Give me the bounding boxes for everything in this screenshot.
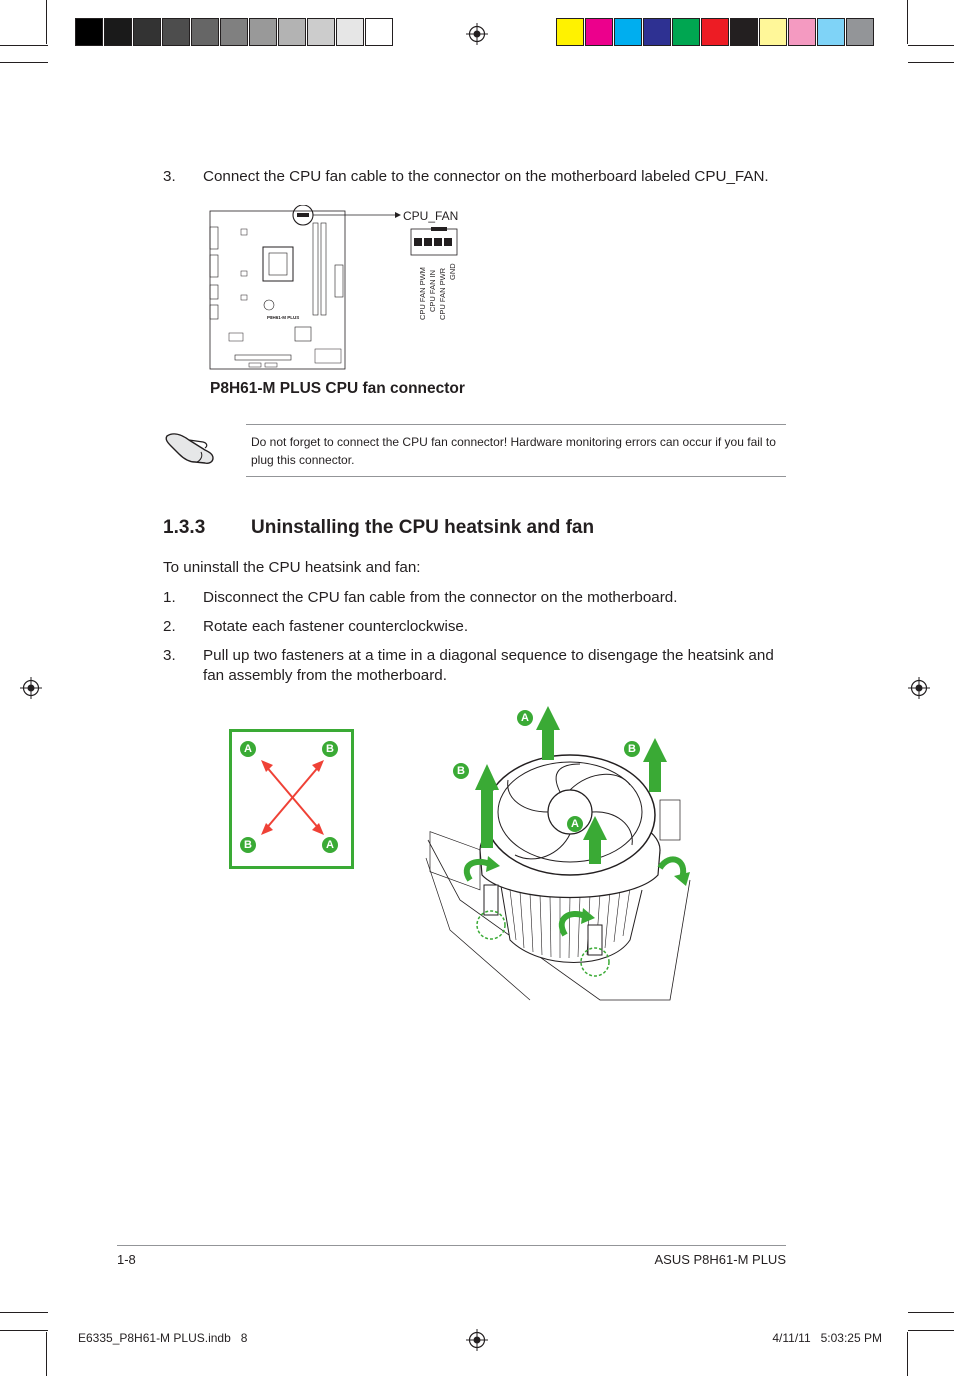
pin-label: CPU FAN PWM <box>418 267 427 320</box>
sequence-letter: A <box>322 837 338 853</box>
heatsink-removal-illustration <box>420 700 700 1005</box>
note-top-rule <box>246 424 786 425</box>
color-swatch <box>846 18 874 46</box>
crop-mark <box>908 1312 954 1313</box>
color-swatch <box>75 18 103 46</box>
crop-mark <box>908 1330 954 1331</box>
color-swatch <box>788 18 816 46</box>
note-bottom-rule <box>246 476 786 477</box>
pin-label: GND <box>448 263 457 280</box>
color-swatch <box>278 18 306 46</box>
pin-label: CPU FAN IN <box>428 269 437 312</box>
color-swatch <box>249 18 277 46</box>
step-number: 2. <box>163 618 176 635</box>
sequence-letter: B <box>240 837 256 853</box>
crop-mark <box>46 1332 47 1376</box>
color-swatch <box>307 18 335 46</box>
svg-text:P8H61-M PLUS: P8H61-M PLUS <box>267 315 300 320</box>
page-number: 1-8 <box>117 1252 136 1267</box>
color-swatch <box>191 18 219 46</box>
step-number: 1. <box>163 589 176 606</box>
registration-mark-icon <box>20 677 42 699</box>
color-swatch <box>104 18 132 46</box>
cpu-fan-label: CPU_FAN <box>403 209 459 223</box>
section-title: Uninstalling the CPU heatsink and fan <box>251 517 595 538</box>
slug-filename: E6335_P8H61-M PLUS.indb 8 <box>78 1331 248 1345</box>
step-text: Pull up two fasteners at a time in a diagonal sequence to disengage the heatsink and fan assembly from the motherboard. <box>203 647 774 684</box>
step-number: 3. <box>163 168 176 185</box>
footer-rule <box>117 1245 786 1246</box>
illustration-letter: A <box>517 710 533 726</box>
color-swatch <box>614 18 642 46</box>
illustration-letter: A <box>567 816 583 832</box>
illustration-letter: B <box>624 741 640 757</box>
color-swatch <box>220 18 248 46</box>
step-text: Rotate each fastener counterclockwise. <box>203 618 469 635</box>
hand-pointer-icon <box>163 428 219 468</box>
crop-mark <box>907 1332 908 1376</box>
color-swatch <box>730 18 758 46</box>
figure-caption: P8H61-M PLUS CPU fan connector <box>210 380 465 397</box>
step-text: Connect the CPU fan cable to the connector on the motherboard labeled CPU_FAN. <box>203 168 769 185</box>
color-swatch <box>672 18 700 46</box>
section-number: 1.3.3 <box>163 517 206 538</box>
sequence-letter: B <box>322 741 338 757</box>
color-swatch <box>365 18 393 46</box>
crop-mark <box>0 45 48 46</box>
crop-mark <box>46 0 47 44</box>
illustration-letter: B <box>453 763 469 779</box>
crop-mark <box>908 45 954 46</box>
crop-mark <box>907 0 908 44</box>
color-swatch <box>643 18 671 46</box>
step-text: Disconnect the CPU fan cable from the connector on the motherboard. <box>203 589 678 606</box>
note-text: Do not forget to connect the CPU fan connector! Hardware monitoring errors can occur if you fail to plug this connector. <box>251 435 776 467</box>
sequence-letter: A <box>240 741 256 757</box>
crop-mark <box>0 62 48 63</box>
crop-mark <box>908 62 954 63</box>
color-swatch <box>585 18 613 46</box>
pin-label: CPU FAN PWR <box>438 267 447 320</box>
color-swatch <box>162 18 190 46</box>
color-swatch <box>759 18 787 46</box>
color-swatch <box>336 18 364 46</box>
color-swatch <box>701 18 729 46</box>
registration-mark-icon <box>908 677 930 699</box>
color-swatch <box>133 18 161 46</box>
color-swatch <box>817 18 845 46</box>
registration-mark-icon <box>466 23 488 45</box>
registration-mark-icon <box>466 1329 488 1351</box>
color-swatch <box>556 18 584 46</box>
slug-timestamp: 4/11/11 5:03:25 PM <box>772 1331 882 1345</box>
section-intro: To uninstall the CPU heatsink and fan: <box>163 559 421 576</box>
product-name: ASUS P8H61-M PLUS <box>654 1252 786 1267</box>
step-number: 3. <box>163 647 176 664</box>
crop-mark <box>0 1312 48 1313</box>
crop-mark <box>0 1330 48 1331</box>
